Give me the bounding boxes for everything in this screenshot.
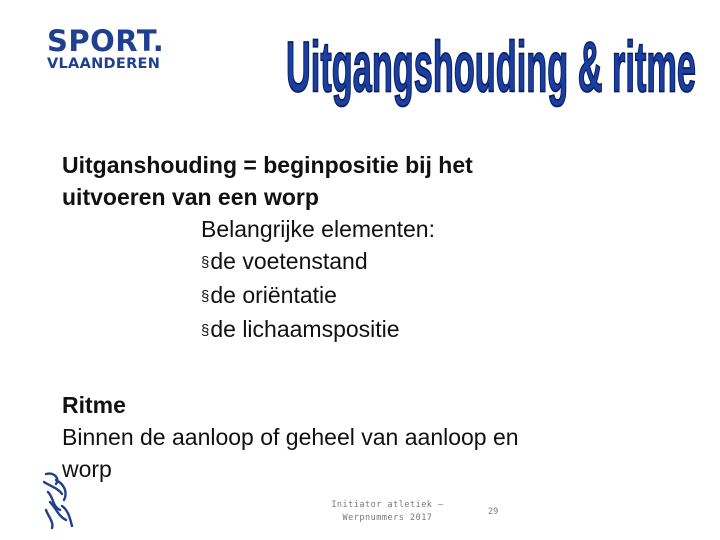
ritme-text-line-1: Binnen de aanloop of geheel van aanloop en	[62, 424, 519, 450]
list-item-label: de voetenstand	[210, 248, 368, 274]
list-item	[62, 279, 662, 313]
definition-line-1: Uitganshouding = beginpositie bij het	[62, 152, 473, 178]
sport-vlaanderen-logo	[47, 26, 164, 72]
slide-title	[286, 34, 698, 114]
logo-brand-text: SPORT	[47, 24, 153, 58]
list-item-label: de oriëntatie	[210, 282, 337, 308]
bullet-icon: §	[201, 254, 210, 271]
bullet-icon: §	[201, 288, 210, 305]
ritme-text-line-2: worp	[62, 456, 112, 482]
footer-line-1: Initiator atletiek –	[331, 500, 444, 510]
list-item	[62, 245, 662, 279]
logo-subtitle: VLAANDEREN	[47, 56, 161, 72]
ritme-heading: Ritme	[62, 392, 126, 418]
list-item-label: de lichaamspositie	[210, 316, 400, 342]
definition-line-2: uitvoeren van een worp	[62, 184, 319, 210]
section-ritme	[62, 389, 662, 485]
section-uitgangshouding	[62, 149, 662, 347]
bullet-icon: §	[201, 322, 210, 339]
page-number: 29	[488, 507, 499, 517]
logo-brand-dot: .	[152, 24, 165, 58]
elements-subheading: Belangrijke elementen:	[201, 216, 435, 242]
list-item	[62, 313, 662, 347]
footer-line-2: Werpnummers 2017	[342, 513, 433, 523]
slide-title-text: Uitgangshouding & ritme	[286, 34, 696, 107]
logo-wordmark	[47, 26, 164, 56]
flemish-lion-icon	[40, 470, 76, 535]
footer-text	[330, 499, 445, 525]
